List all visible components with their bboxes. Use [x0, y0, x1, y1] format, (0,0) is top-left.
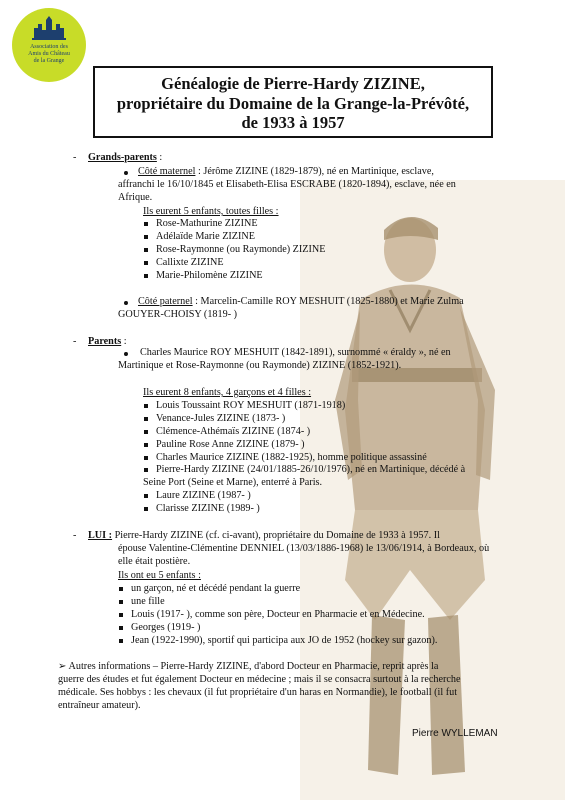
- list-item: Rose-Mathurine ZIZINE: [143, 218, 325, 231]
- lui-line-1: [88, 530, 440, 543]
- parents-line-2: Martinique et Rose-Raymonne (ou Raymonde) ZIZINE (1852-1921).: [118, 360, 402, 371]
- grandparents-heading: [88, 152, 162, 165]
- list-item: Laure ZIZINE (1987- ): [143, 490, 260, 503]
- maternal-line-3: Afrique.: [118, 192, 153, 203]
- other-info-line-1: ➢ Autres informations – Pierre-Hardy ZIZINE, d'abord Docteur en Pharmacie, reprit après la: [58, 661, 439, 672]
- list-item: Louis Toussaint ROY MESHUIT (1871-1918): [143, 400, 465, 413]
- title-line: propriétaire du Domaine de la Grange-la-Prévôté,: [116, 93, 470, 113]
- list-item: une fille: [118, 596, 437, 609]
- list-item: Charles Maurice ZIZINE (1882-1925), homme politique assassiné: [143, 452, 465, 465]
- section-dash: -: [73, 336, 77, 347]
- list-item: Pierre-Hardy ZIZINE (24/01/1885-26/10/1976), né en Martinique, décédé à: [143, 464, 465, 477]
- lui-text: Pierre-Hardy ZIZINE (cf. ci-avant), propriétaire du Domaine de 1933 à 1957. Il: [112, 530, 440, 541]
- bullet-icon: [124, 301, 128, 305]
- maternal-text: : Jérôme ZIZINE (1829-1879), né en Martinique, esclave,: [195, 166, 434, 177]
- parents-children-list: [143, 400, 465, 477]
- parents-children-heading: Ils eurent 8 enfants, 4 garçons et 4 filles :: [143, 387, 312, 398]
- pierre-continuation: Seine Port (Seine et Marne), enterré à Paris.: [143, 477, 323, 488]
- list-item: Clémence-Athémaïs ZIZINE (1874- ): [143, 426, 465, 439]
- paternal-line-1: [138, 296, 464, 309]
- maternal-children-list: [143, 218, 325, 282]
- other-info-line-4: entraîneur amateur).: [58, 700, 141, 711]
- bullet-icon: [124, 171, 128, 175]
- maternal-line-2: affranchi le 16/10/1845 et Elisabeth-Elisa ESCRABE (1820-1894), esclave, née en: [118, 179, 456, 190]
- lui-children-list: [118, 583, 437, 647]
- list-item: Georges (1919- ): [118, 622, 437, 635]
- section-dash: -: [73, 152, 77, 163]
- maternal-line-1: [138, 166, 434, 179]
- title-line: Généalogie de Pierre-Hardy ZIZINE,: [161, 74, 425, 93]
- list-item: Marie-Philomène ZIZINE: [143, 270, 325, 283]
- paternal-text: : Marcelin-Camille ROY MESHUIT (1825-1880) et Marie Zulma: [192, 296, 464, 307]
- paternal-label: Côté paternel: [138, 296, 193, 307]
- list-item: Jean (1922-1990), sportif qui participa aux JO de 1952 (hockey sur gazon).: [118, 635, 437, 648]
- author-signature: Pierre WYLLEMAN: [412, 728, 498, 739]
- parents-heading: [88, 336, 127, 349]
- parents-heading-text: Parents: [88, 336, 122, 347]
- section-dash: -: [73, 530, 77, 541]
- parents-line-1: Charles Maurice ROY MESHUIT (1842-1891), surnommé « éraldy », né en: [140, 347, 451, 358]
- lui-line-3: elle était postière.: [118, 556, 191, 567]
- list-item: Venance-Jules ZIZINE (1873- ): [143, 413, 465, 426]
- paternal-line-2: GOUYER-CHOISY (1819- ): [118, 309, 238, 320]
- list-item: Pauline Rose Anne ZIZINE (1879- ): [143, 439, 465, 452]
- heading-colon: :: [156, 152, 163, 163]
- logo-line: Amis du Château: [28, 51, 70, 57]
- title-line: de 1933 à 1957: [241, 113, 345, 132]
- parents-children-list-2: [143, 490, 260, 516]
- other-info-line-2: guerre des études et fut également Docteur en médecine ; mais il se consacra surtout à la recherche: [58, 674, 461, 685]
- logo-line: Association des: [30, 44, 68, 50]
- grandparents-heading-text: Grands-parents: [88, 152, 157, 163]
- maternal-label: Côté maternel: [138, 166, 196, 177]
- lui-line-2: épouse Valentine-Clémentine DENNIEL (13/03/1886-1968) le 13/06/1914, à Bordeaux, où: [118, 543, 490, 554]
- lui-children-heading: Ils ont eu 5 enfants :: [118, 570, 201, 581]
- list-item: Louis (1917- ), comme son père, Docteur en Pharmacie et en Médecine.: [118, 609, 437, 622]
- bullet-icon: [124, 352, 128, 356]
- list-item: un garçon, né et décédé pendant la guerre: [118, 583, 437, 596]
- lui-heading: LUI :: [88, 530, 113, 541]
- heading-colon: :: [121, 336, 127, 347]
- maternal-children-heading: Ils eurent 5 enfants, toutes filles :: [143, 206, 279, 217]
- list-item: Rose-Raymonne (ou Raymonde) ZIZINE: [143, 244, 325, 257]
- other-info-line-3: médicale. Ses hobbys : les chevaux (il fut propriétaire d'un haras en Normandie), le football (il fut: [58, 687, 458, 698]
- logo-line: de la Grange: [33, 58, 65, 64]
- list-item: Clarisse ZIZINE (1989- ): [143, 503, 260, 516]
- list-item: Callixte ZIZINE: [143, 257, 325, 270]
- list-item: Adélaïde Marie ZIZINE: [143, 231, 325, 244]
